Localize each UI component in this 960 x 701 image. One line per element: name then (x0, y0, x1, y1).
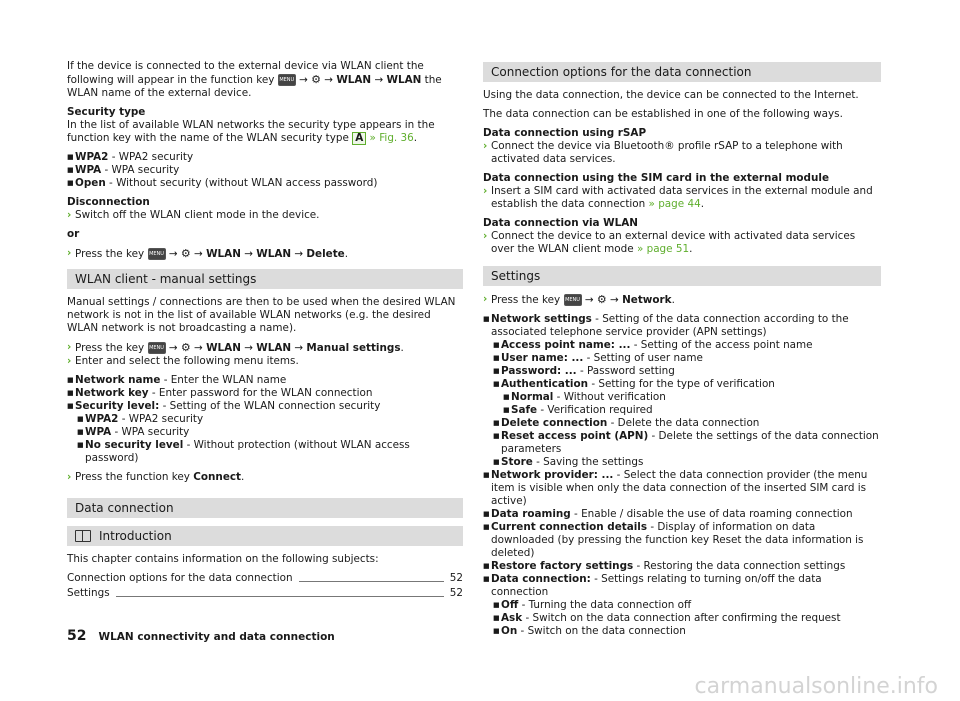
list-item: ■ User name: ... - Setting of user name (493, 352, 881, 365)
sim-step: › Insert a SIM card with activated data services in the external module and establish the data connection » page 44. (483, 185, 873, 210)
page-number: 52 (67, 628, 87, 644)
intro-chapter-text: This chapter contains information on the following subjects: (67, 553, 379, 565)
list-item: ■ Current connection details - Display of information on data downloaded (by pressing the function key Reset the data information is deleted) (483, 521, 881, 560)
settings-step: › Press the key MENU → ⚙ → Network. (483, 293, 675, 306)
options-text-2: The data connection can be established in one of the following ways. (483, 108, 843, 120)
security-box-label: A (352, 132, 366, 145)
menu-key-icon: MENU (148, 248, 166, 260)
settings-list (483, 313, 881, 638)
security-type-heading: Security type (67, 106, 146, 118)
list-item: ■ Network settings - Setting of the data connection according to the associated telephone service provider (APN settings) (483, 313, 881, 339)
toc-row[interactable]: Connection options for the data connection 52 (67, 572, 463, 584)
security-list (67, 151, 463, 190)
list-item: ■ Security level: - Setting of the WLAN connection security (67, 400, 463, 413)
chevron-icon: › (67, 247, 72, 259)
list-item: ■ Safe - Verification required (503, 404, 881, 417)
list-item: ■ Delete connection - Delete the data connection (493, 417, 881, 430)
gear-icon: ⚙ (180, 341, 191, 354)
intro-paragraph: If the device is connected to the external device via WLAN client the following will appear in the function key MENU → ⚙ → WLAN → WLAN the WLAN name of the external device. (67, 60, 442, 99)
list-item: ■ Ask - Switch on the data connection after confirming the request (493, 612, 881, 625)
list-item: ■ Open - Without security (without WLAN access password) (67, 177, 463, 190)
sim-heading: Data connection using the SIM card in the external module (483, 172, 829, 184)
security-type-text: In the list of available WLAN networks the security type appears in the function key with the name of the WLAN security type A » Fig. 36. (67, 119, 435, 144)
page-link[interactable]: » page 51 (636, 243, 690, 255)
section-introduction: Introduction (67, 526, 463, 546)
manual-step-2: › Enter and select the following menu items. (67, 355, 299, 367)
manual-list (67, 374, 463, 465)
chevron-icon: › (483, 230, 488, 242)
rsap-heading: Data connection using rSAP (483, 127, 647, 139)
list-item: ■ Network key - Enter password for the WLAN connection (67, 387, 463, 400)
manual-step-3: › Press the function key Connect. (67, 471, 245, 483)
press-key-step: › Press the key MENU → ⚙ → WLAN → WLAN → Delete. (67, 247, 349, 260)
section-settings: Settings (483, 266, 881, 286)
page-footer (67, 630, 335, 644)
list-item: ■ No security level - Without protection (without WLAN access password) (77, 439, 463, 465)
list-item: ■ Reset access point (APN) - Delete the settings of the data connection parameters (493, 430, 881, 456)
fig-link[interactable]: » Fig. 36 (369, 132, 414, 144)
list-item: ■ WPA2 - WPA2 security (67, 151, 463, 164)
manual-text: Manual settings / connections are then to be used when the desired WLAN network is not in the list of available WLAN networks (e.g. the desired WLAN network is not broadcasting a name). (67, 296, 456, 334)
gear-icon: ⚙ (596, 293, 607, 306)
list-item: ■ Network name - Enter the WLAN name (67, 374, 463, 387)
chevron-icon: › (483, 293, 488, 305)
section-connection-options: Connection options for the data connection (483, 62, 881, 82)
wlan-heading: Data connection via WLAN (483, 217, 638, 229)
chevron-icon: › (483, 185, 488, 197)
left-column (67, 60, 463, 602)
options-text-1: Using the data connection, the device can be connected to the Internet. (483, 89, 859, 101)
chevron-icon: › (67, 209, 72, 221)
chevron-icon: › (67, 341, 72, 353)
wlan-step: › Connect the device to an external device with activated data services over the WLAN client mode » page 51. (483, 230, 856, 255)
list-item: ■ Store - Saving the settings (493, 456, 881, 469)
gear-icon: ⚙ (311, 73, 321, 86)
manual-step-1: › Press the key MENU → ⚙ → WLAN → WLAN → Manual settings. (67, 341, 404, 354)
disconnection-heading: Disconnection (67, 196, 150, 208)
section-manual-settings: WLAN client - manual settings (67, 269, 463, 289)
list-item: ■ WPA2 - WPA2 security (77, 413, 463, 426)
footer-title: WLAN connectivity and data connection (98, 631, 335, 643)
chevron-icon: › (67, 471, 72, 483)
section-data-connection: Data connection (67, 498, 463, 518)
list-item: ■ Off - Turning the data connection off (493, 599, 881, 612)
chevron-icon: › (67, 355, 72, 367)
list-item: ■ Network provider: ... - Select the data connection provider (the menu item is visible when only the data connection of the inserted SIM card is active) (483, 469, 881, 508)
list-item: ■ WPA - WPA security (67, 164, 463, 177)
disconnection-step: › Switch off the WLAN client mode in the device. (67, 209, 320, 221)
gear-icon: ⚙ (180, 247, 191, 260)
toc-row[interactable]: Settings 52 (67, 587, 463, 599)
list-item: ■ Restore factory settings - Restoring the data connection settings (483, 560, 881, 573)
menu-key-icon: MENU (564, 294, 582, 306)
chevron-icon: › (483, 140, 488, 152)
menu-key-icon: MENU (148, 342, 166, 354)
book-icon (75, 530, 91, 542)
list-item: ■ On - Switch on the data connection (493, 625, 881, 638)
watermark: carmanualsonline.info (694, 674, 938, 699)
list-item: ■ Access point name: ... - Setting of the access point name (493, 339, 881, 352)
or-label: or (67, 228, 80, 240)
right-column (483, 60, 881, 638)
list-item: ■ Normal - Without verification (503, 391, 881, 404)
list-item: ■ WPA - WPA security (77, 426, 463, 439)
page-link[interactable]: » page 44 (648, 198, 701, 210)
menu-key-icon: MENU (278, 74, 296, 86)
list-item: ■ Data connection: - Settings relating to turning on/off the data connection (483, 573, 881, 599)
list-item: ■ Data roaming - Enable / disable the use of data roaming connection (483, 508, 881, 521)
list-item: ■ Password: ... - Password setting (493, 365, 881, 378)
rsap-step: › Connect the device via Bluetooth® profile rSAP to a telephone with activated data services. (483, 140, 843, 165)
list-item: ■ Authentication - Setting for the type of verification (493, 378, 881, 391)
